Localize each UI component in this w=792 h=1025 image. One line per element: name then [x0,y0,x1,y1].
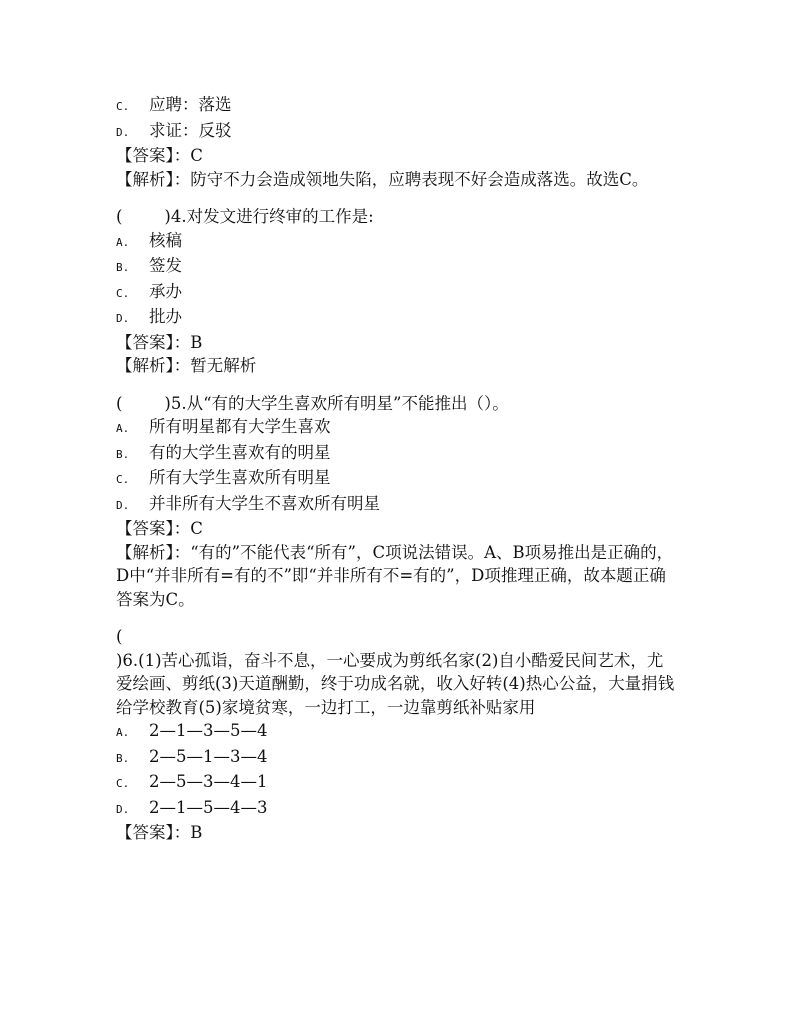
option-b [116,254,676,280]
answer-line [116,517,676,541]
answer-label: 【答案】： [116,332,191,352]
option-a [116,229,676,255]
spacer [116,191,676,205]
option-text: 2—5—1—3—4 [149,746,268,766]
document-page [116,93,676,845]
answer-line [116,144,676,168]
option-text: 2—1—5—4—3 [149,797,268,817]
analysis-text: “有的”不能代表“所有”，C项说法错误。A、B项易推出是正确的，D中“并非所有=有的不”即“并非所有不=有的”，D项推理正确，故本题正确答案为C。 [116,542,674,609]
option-text: 应聘：落选 [149,95,232,114]
answer-label: 【答案】： [116,823,191,842]
option-letter: B. [116,447,130,461]
option-b [116,441,676,467]
option-letter: D. [116,802,130,816]
option-b [116,745,676,771]
question-stem: )6.(1)苦心孤诣，奋斗不息，一心要成为剪纸名家(2)自小酷爱民间艺术，尤爱绘画、剪纸(3)天道酬勤，终于功成名就，收入好转(4)热心公益，大量捐钱给学校教育(5)家境贫寒，一边打工，一边靠剪纸补贴家用 [116,650,675,717]
option-letter: D. [116,125,130,139]
option-text: 并非所有大学生不喜欢所有明星 [149,493,380,513]
option-d [116,305,676,331]
analysis-text: 防守不力会造成领地失陷，应聘表现不好会造成落选。故选C。 [190,169,649,189]
analysis-line [116,168,676,192]
option-letter: D. [116,498,130,512]
answer-line [116,331,676,355]
option-d [116,119,676,145]
answer-value: C [190,146,203,165]
option-text: 求证：反驳 [149,120,232,140]
option-letter: A. [116,235,130,249]
analysis-line [116,354,676,378]
option-letter: C. [116,286,130,300]
option-letter: C. [116,473,130,486]
question-6 [116,625,676,845]
option-text: 批办 [149,307,182,326]
question-5 [116,392,676,612]
question-paren: ( [116,627,123,646]
spacer [116,611,676,625]
question-4 [116,205,676,378]
question-stem: ( )5.从“有的大学生喜欢所有明星”不能推出（）。 [116,393,509,413]
option-letter: D. [116,312,130,325]
option-letter: A. [116,422,130,435]
option-d [116,492,676,518]
spacer [116,378,676,392]
option-letter: A. [116,726,130,739]
option-a [116,415,676,441]
answer-value: B [190,823,203,842]
analysis-label: 【解析】： [116,542,191,562]
option-text: 所有大学生喜欢所有明星 [149,468,331,487]
analysis-label: 【解析】： [116,169,191,189]
option-text: 2—1—3—5—4 [149,721,268,740]
option-letter: B. [116,751,130,765]
option-text: 2—5—3—4—1 [149,772,268,791]
option-c [116,93,676,119]
option-text: 所有明星都有大学生喜欢 [149,417,331,436]
option-letter: C. [116,100,130,113]
answer-label: 【答案】： [116,519,191,538]
option-letter: C. [116,777,130,790]
question-3 [116,93,676,191]
option-letter: B. [116,261,130,274]
option-text: 核稿 [149,230,182,250]
option-a [116,719,676,745]
option-text: 承办 [149,281,182,301]
question-stem: ( )4.对发文进行终审的工作是: [116,207,374,226]
analysis-text: 暂无解析 [190,356,257,375]
analysis-line [116,541,676,612]
answer-value: B [190,332,203,352]
answer-line [116,821,676,845]
option-c [116,466,676,492]
option-text: 有的大学生喜欢有的明星 [149,442,331,462]
option-text: 签发 [149,256,182,275]
answer-label: 【答案】： [116,146,191,165]
option-c [116,770,676,796]
answer-value: C [190,519,203,538]
option-c [116,280,676,306]
analysis-label: 【解析】： [116,356,191,375]
option-d [116,796,676,822]
